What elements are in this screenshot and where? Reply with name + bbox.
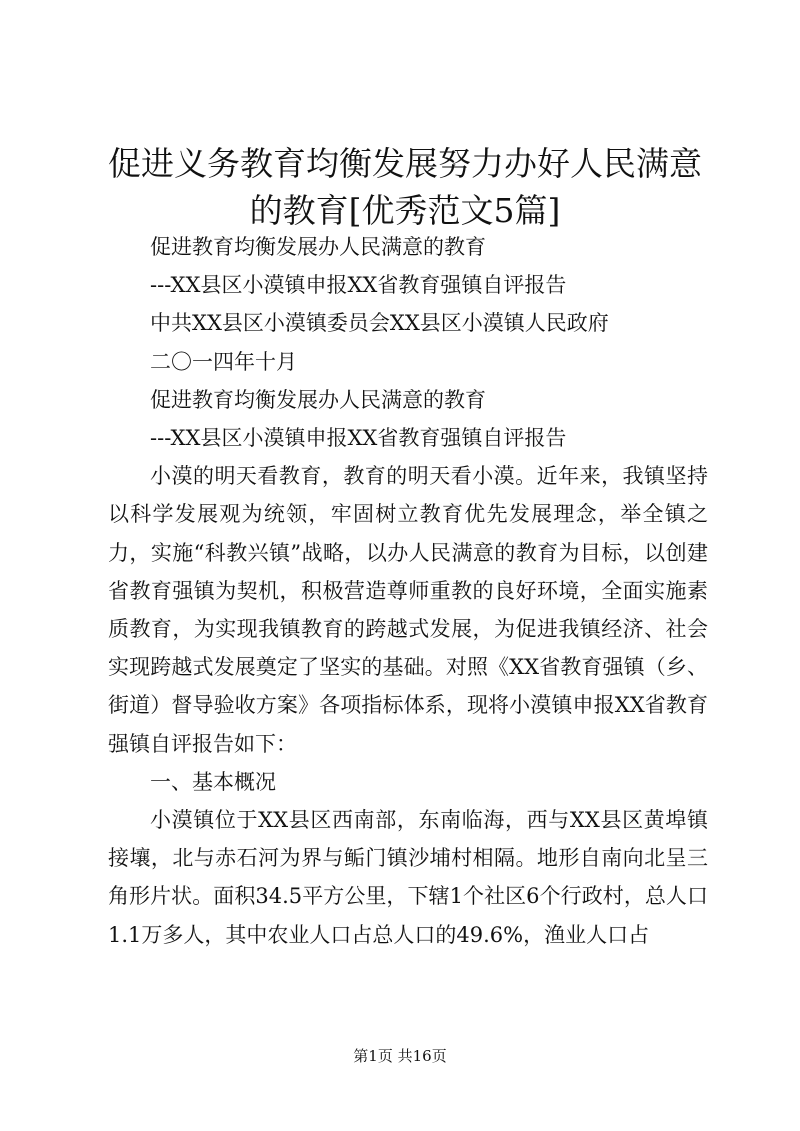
document-body (108, 228, 708, 954)
paragraph-report-name: ---XX县区小漠镇申报XX省教育强镇自评报告 (150, 273, 567, 298)
paragraph-subtitle: 促进教育均衡发展办人民满意的教育 (150, 235, 486, 259)
document-title: 促进义务教育均衡发展努力办好人民满意的教育[优秀范文5篇] (108, 144, 702, 230)
section-heading-overview: 一、基本概况 (150, 769, 276, 794)
page-number-footer: 第1页 共16页 (353, 1047, 447, 1065)
paragraph-subtitle-repeat: 促进教育均衡发展办人民满意的教育 (150, 387, 486, 412)
paragraph-introduction: 小漠的明天看教育，教育的明天看小漠。近年来，我镇坚持以科学发展观为统领，牢固树立教育优先发展理念，举全镇之力，实施“科教兴镇”战略，以办人民满意的教育为目标，以创建省教育强镇为契机，积极营造尊师重教的良好环境，全面实施素质教育，为实现我镇教育的跨越式发展，为促进我镇经济、社会实现跨越式发展奠定了坚实的基础。对照《XX省教育强镇（乡、街道）督导验收方案》各项指标体系，现将小漠镇申报XX省教育强镇自评报告如下： (108, 464, 708, 756)
paragraph-issuer: 中共XX县区小漠镇委员会XX县区小漠镇人民政府 (150, 311, 609, 336)
paragraph-date: 二〇一四年十月 (150, 349, 297, 374)
paragraph-report-name-repeat: ---XX县区小漠镇申报XX省教育强镇自评报告 (150, 426, 567, 451)
paragraph-overview: 小漠镇位于XX县区西南部，东南临海，西与XX县区黄埠镇接壤，北与赤石河为界与鲘门镇沙埔村相隔。地形自南向北呈三角形片状。面积34.5平方公里，下辖1个社区6个行政村，总人口1.1万多人，其中农业人口占总人口的49.6%，渔业人口占 (108, 808, 708, 947)
